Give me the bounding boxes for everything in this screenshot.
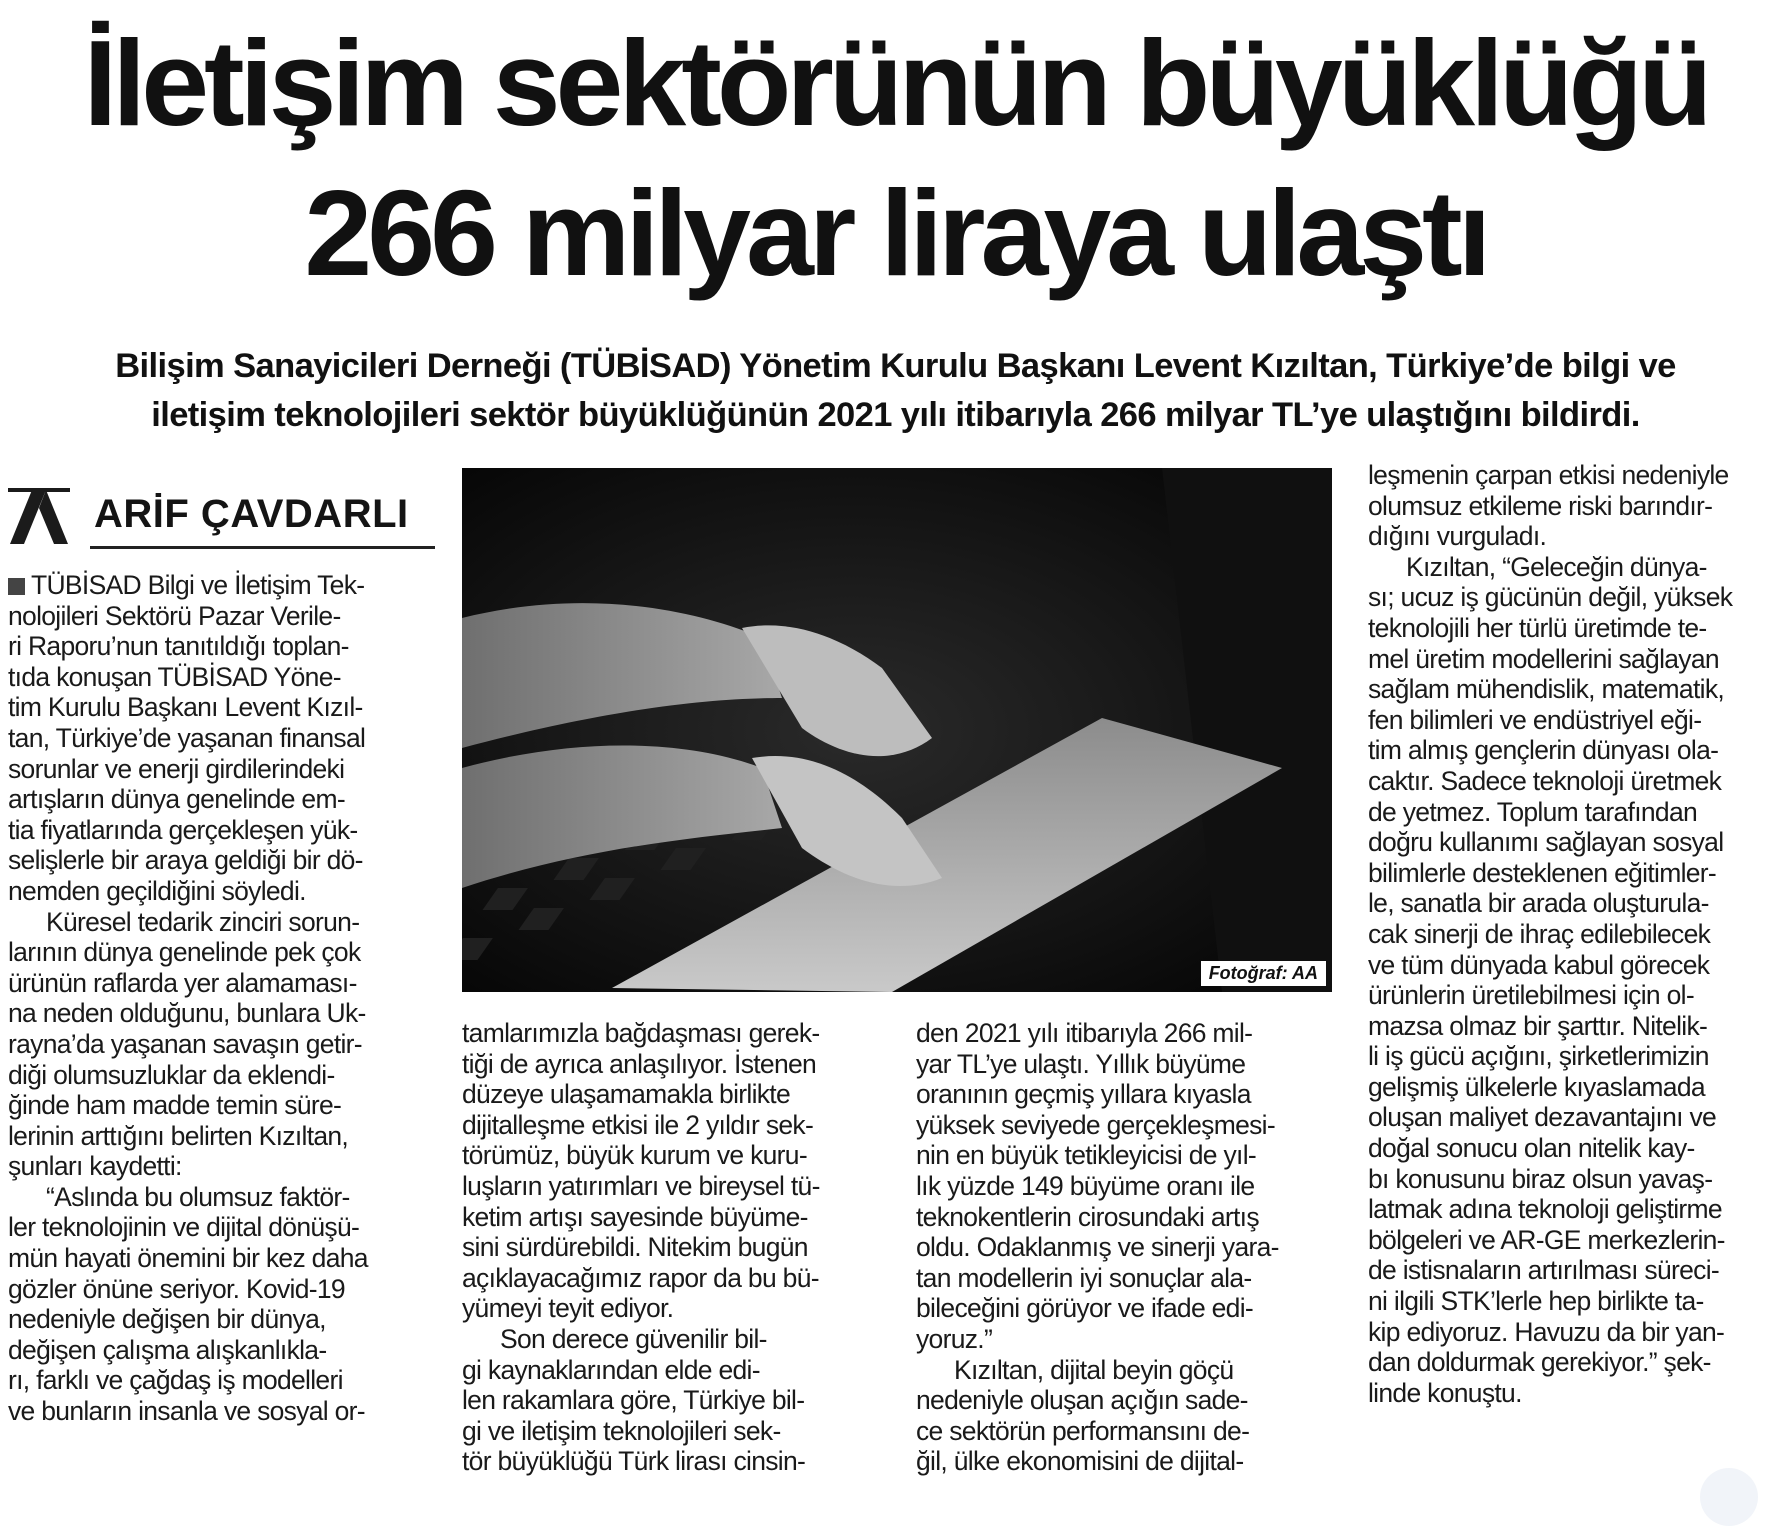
col4-line: cak sinerji de ihraç edilebilecek — [1368, 918, 1711, 949]
author-name: ARİF ÇAVDARLI — [94, 492, 409, 536]
col1-line-text: TÜBİSAD Bilgi ve İletişim Tek- — [31, 570, 365, 600]
col3-line: oldu. Odaklanmış ve sinerji yara- — [916, 1232, 1279, 1263]
byline-divider — [90, 546, 435, 549]
col2-line: gi kaynaklarından elde edi- — [462, 1354, 760, 1385]
headline — [0, 8, 1791, 308]
col3-line: bileceğini görüyor ve ifade edi- — [916, 1293, 1254, 1324]
col2-line: sini sürdürebildi. Nitekim bugün — [462, 1232, 808, 1263]
col4-line: caktır. Sadece teknoloji üretmek — [1368, 765, 1722, 796]
agency-logo-icon — [8, 488, 70, 546]
col4-line: gelişmiş ülkelerle kıyaslamada — [1368, 1071, 1705, 1102]
col2-line: ketim artışı sayesinde büyüme- — [462, 1201, 808, 1232]
col2-line: gi ve iletişim teknolojileri sek- — [462, 1415, 781, 1446]
deck-subheadline — [0, 342, 1791, 440]
col3-line: nedeniyle oluşan açığın sade- — [916, 1385, 1248, 1416]
photo-credit: Fotoğraf: AA — [1201, 961, 1326, 986]
col3-line: lık yüzde 149 büyüme oranı ile — [916, 1170, 1255, 1201]
col2-line: Son derece güvenilir bil- — [500, 1323, 767, 1354]
col2-line: tiği de ayrıca anlaşılıyor. İstenen — [462, 1048, 817, 1079]
col1-line: ri Raporu’nun tanıtıldığı toplan- — [8, 631, 349, 662]
headline-line-1: İletişim sektörünün büyüklüğü — [83, 15, 1708, 151]
col1-line: “Aslında bu olumsuz faktör- — [46, 1181, 350, 1212]
col1-line: artışların dünya genelinde em- — [8, 784, 345, 815]
col4-line: bölgeleri ve AR-GE merkezlerin- — [1368, 1224, 1725, 1255]
col3-line: oranının geçmiş yıllara kıyasla — [916, 1079, 1251, 1110]
article-column-3 — [916, 1018, 1336, 1477]
watermark-icon — [1700, 1468, 1758, 1526]
col2-line: düzeye ulaşamamakla birlikte — [462, 1079, 791, 1110]
col4-line: dığını vurguladı. — [1368, 521, 1547, 552]
col3-line: teknokentlerin cirosundaki artış — [916, 1201, 1259, 1232]
col1-line: selişlerle bir araya geldiği bir dö- — [8, 845, 363, 876]
col4-line: latmak adına teknoloji geliştirme — [1368, 1194, 1722, 1225]
col4-line: sağlam mühendislik, matematik, — [1368, 674, 1725, 705]
col1-line: tim Kurulu Başkanı Levent Kızıl- — [8, 692, 363, 723]
col1-line: mün hayati önemini bir kez daha — [8, 1243, 368, 1274]
col2-line: yümeyi teyit ediyor. — [462, 1293, 674, 1324]
col4-line: li iş gücü açığını, şirketlerimizin — [1368, 1041, 1709, 1072]
byline — [8, 488, 428, 548]
col3-line: Kızıltan, dijital beyin göçü — [954, 1354, 1234, 1385]
col4-line: tim almış gençlerin dünyası ola- — [1368, 735, 1719, 766]
col4-line: oluşan maliyet dezavantajını ve — [1368, 1102, 1717, 1133]
deck-line-1: Bilişim Sanayicileri Derneği (TÜBİSAD) Yönetim Kurulu Başkanı Levent Kızıltan, Türkiye’de bilgi ve — [115, 347, 1676, 385]
col4-line: bı konusunu biraz olsun yavaş- — [1368, 1163, 1713, 1194]
lead-square-icon — [8, 578, 25, 595]
article-column-1 — [8, 570, 420, 1427]
col4-line: kip ediyoruz. Havuzu da bir yan- — [1368, 1316, 1725, 1347]
col1-line: na neden olduğunu, bunlara Uk- — [8, 998, 366, 1029]
headline-line-2: 266 milyar liraya ulaştı — [304, 165, 1487, 301]
col1-line: rı, farklı ve çağdaş iş modelleri — [8, 1365, 343, 1396]
col2-line: tör büyüklüğü Türk lirası cinsin- — [462, 1446, 806, 1477]
col4-line: de istisnaların artırılması süreci- — [1368, 1255, 1720, 1286]
col1-line: ler teknolojinin ve dijital dönüşü- — [8, 1212, 360, 1243]
col2-line: len rakamlara göre, Türkiye bil- — [462, 1385, 805, 1416]
col1-line: rayna’da yaşanan savaşın getir- — [8, 1028, 362, 1059]
deck-line-2: iletişim teknolojileri sektör büyüklüğünün 2021 yılı itibarıyla 266 milyar TL’ye ulaştığını bildirdi. — [151, 396, 1640, 434]
col4-line: leşmenin çarpan etkisi nedeniyle — [1368, 460, 1729, 490]
col4-line: Kızıltan, “Geleceğin dünya- — [1406, 551, 1707, 582]
col3-line: yar TL’ye ulaştı. Yıllık büyüme — [916, 1048, 1246, 1079]
article-column-4 — [1368, 460, 1786, 1408]
col1-line: Küresel tedarik zinciri sorun- — [46, 906, 360, 937]
col4-line: de yetmez. Toplum tarafından — [1368, 796, 1698, 827]
col4-line: ürünlerin üretilebilmesi için ol- — [1368, 980, 1694, 1011]
col3-line: ğil, ülke ekonomisini de dijital- — [916, 1446, 1244, 1477]
col2-line: tamlarımızla bağdaşması gerek- — [462, 1018, 820, 1048]
col3-line: nin en büyük tetikleyicisi de yıl- — [916, 1140, 1257, 1171]
col4-line: dan doldurmak gerekiyor.” şek- — [1368, 1347, 1711, 1378]
col1-line: lerinin arttığını belirten Kızıltan, — [8, 1120, 349, 1151]
col1-line: değişen çalışma alışkanlıkla- — [8, 1334, 327, 1365]
col3-line: yoruz.” — [916, 1323, 993, 1354]
col4-line: olumsuz etkileme riski barındır- — [1368, 490, 1713, 521]
col4-line: linde konuştu. — [1368, 1377, 1522, 1408]
col2-line: luşların yatırımları ve bireysel tü- — [462, 1170, 820, 1201]
col3-line: tan modellerin iyi sonuçlar ala- — [916, 1262, 1252, 1293]
col1-line: ve bunların insanla ve sosyal or- — [8, 1396, 365, 1427]
col2-line: törümüz, büyük kurum ve kuru- — [462, 1140, 807, 1171]
col1-line: larının dünya genelinde pek çok — [8, 937, 361, 968]
col1-line: gözler önüne seriyor. Kovid-19 — [8, 1273, 345, 1304]
col1-line: tıda konuşan TÜBİSAD Yöne- — [8, 661, 341, 692]
col4-line: mazsa olmaz bir şarttır. Nitelik- — [1368, 1010, 1708, 1041]
col1-line: ğinde ham madde temin süre- — [8, 1090, 342, 1121]
col4-line: teknolojili her türlü üretimde te- — [1368, 612, 1707, 643]
col2-line: açıklayacağımız rapor da bu bü- — [462, 1262, 819, 1293]
article-photo — [462, 468, 1332, 992]
col1-line: tan, Türkiye’de yaşanan finansal — [8, 722, 366, 753]
col1-line — [8, 570, 420, 601]
col4-line: doğal sonucu olan nitelik kay- — [1368, 1133, 1695, 1164]
col4-line: mel üretim modellerini sağlayan — [1368, 643, 1719, 674]
col1-line: nedeniyle değişen bir dünya, — [8, 1304, 326, 1335]
col1-line: nolojileri Sektörü Pazar Verile- — [8, 600, 341, 631]
col1-line: nemden geçildiğini söyledi. — [8, 875, 306, 906]
col1-line: diği olumsuzluklar da eklendi- — [8, 1059, 335, 1090]
col3-line: yüksek seviyede gerçekleşmesi- — [916, 1109, 1275, 1140]
col4-line: doğru kullanımı sağlayan sosyal — [1368, 827, 1724, 858]
col1-line: ürünün raflarda yer alamaması- — [8, 967, 357, 998]
col4-line: ve tüm dünyada kabul görecek — [1368, 949, 1710, 980]
col1-line: sorunlar ve enerji girdilerindeki — [8, 753, 345, 784]
col4-line: ni ilgili STK’lerle hep birlikte ta- — [1368, 1286, 1704, 1317]
col1-line: şunları kaydetti: — [8, 1151, 182, 1182]
col4-line: le, sanatla bir arada oluşturula- — [1368, 888, 1709, 919]
col2-line: dijitalleşme etkisi ile 2 yıldır sek- — [462, 1109, 814, 1140]
col4-line: sı; ucuz iş gücünün değil, yüksek — [1368, 582, 1733, 613]
col4-line: fen bilimleri ve endüstriyel eği- — [1368, 704, 1702, 735]
article-column-2 — [462, 1018, 882, 1477]
col4-line: bilimlerle desteklenen eğitimler- — [1368, 857, 1717, 888]
col3-line: den 2021 yılı itibarıyla 266 mil- — [916, 1018, 1253, 1048]
col1-line: tia fiyatlarında gerçekleşen yük- — [8, 814, 358, 845]
col3-line: ce sektörün performansını de- — [916, 1415, 1250, 1446]
